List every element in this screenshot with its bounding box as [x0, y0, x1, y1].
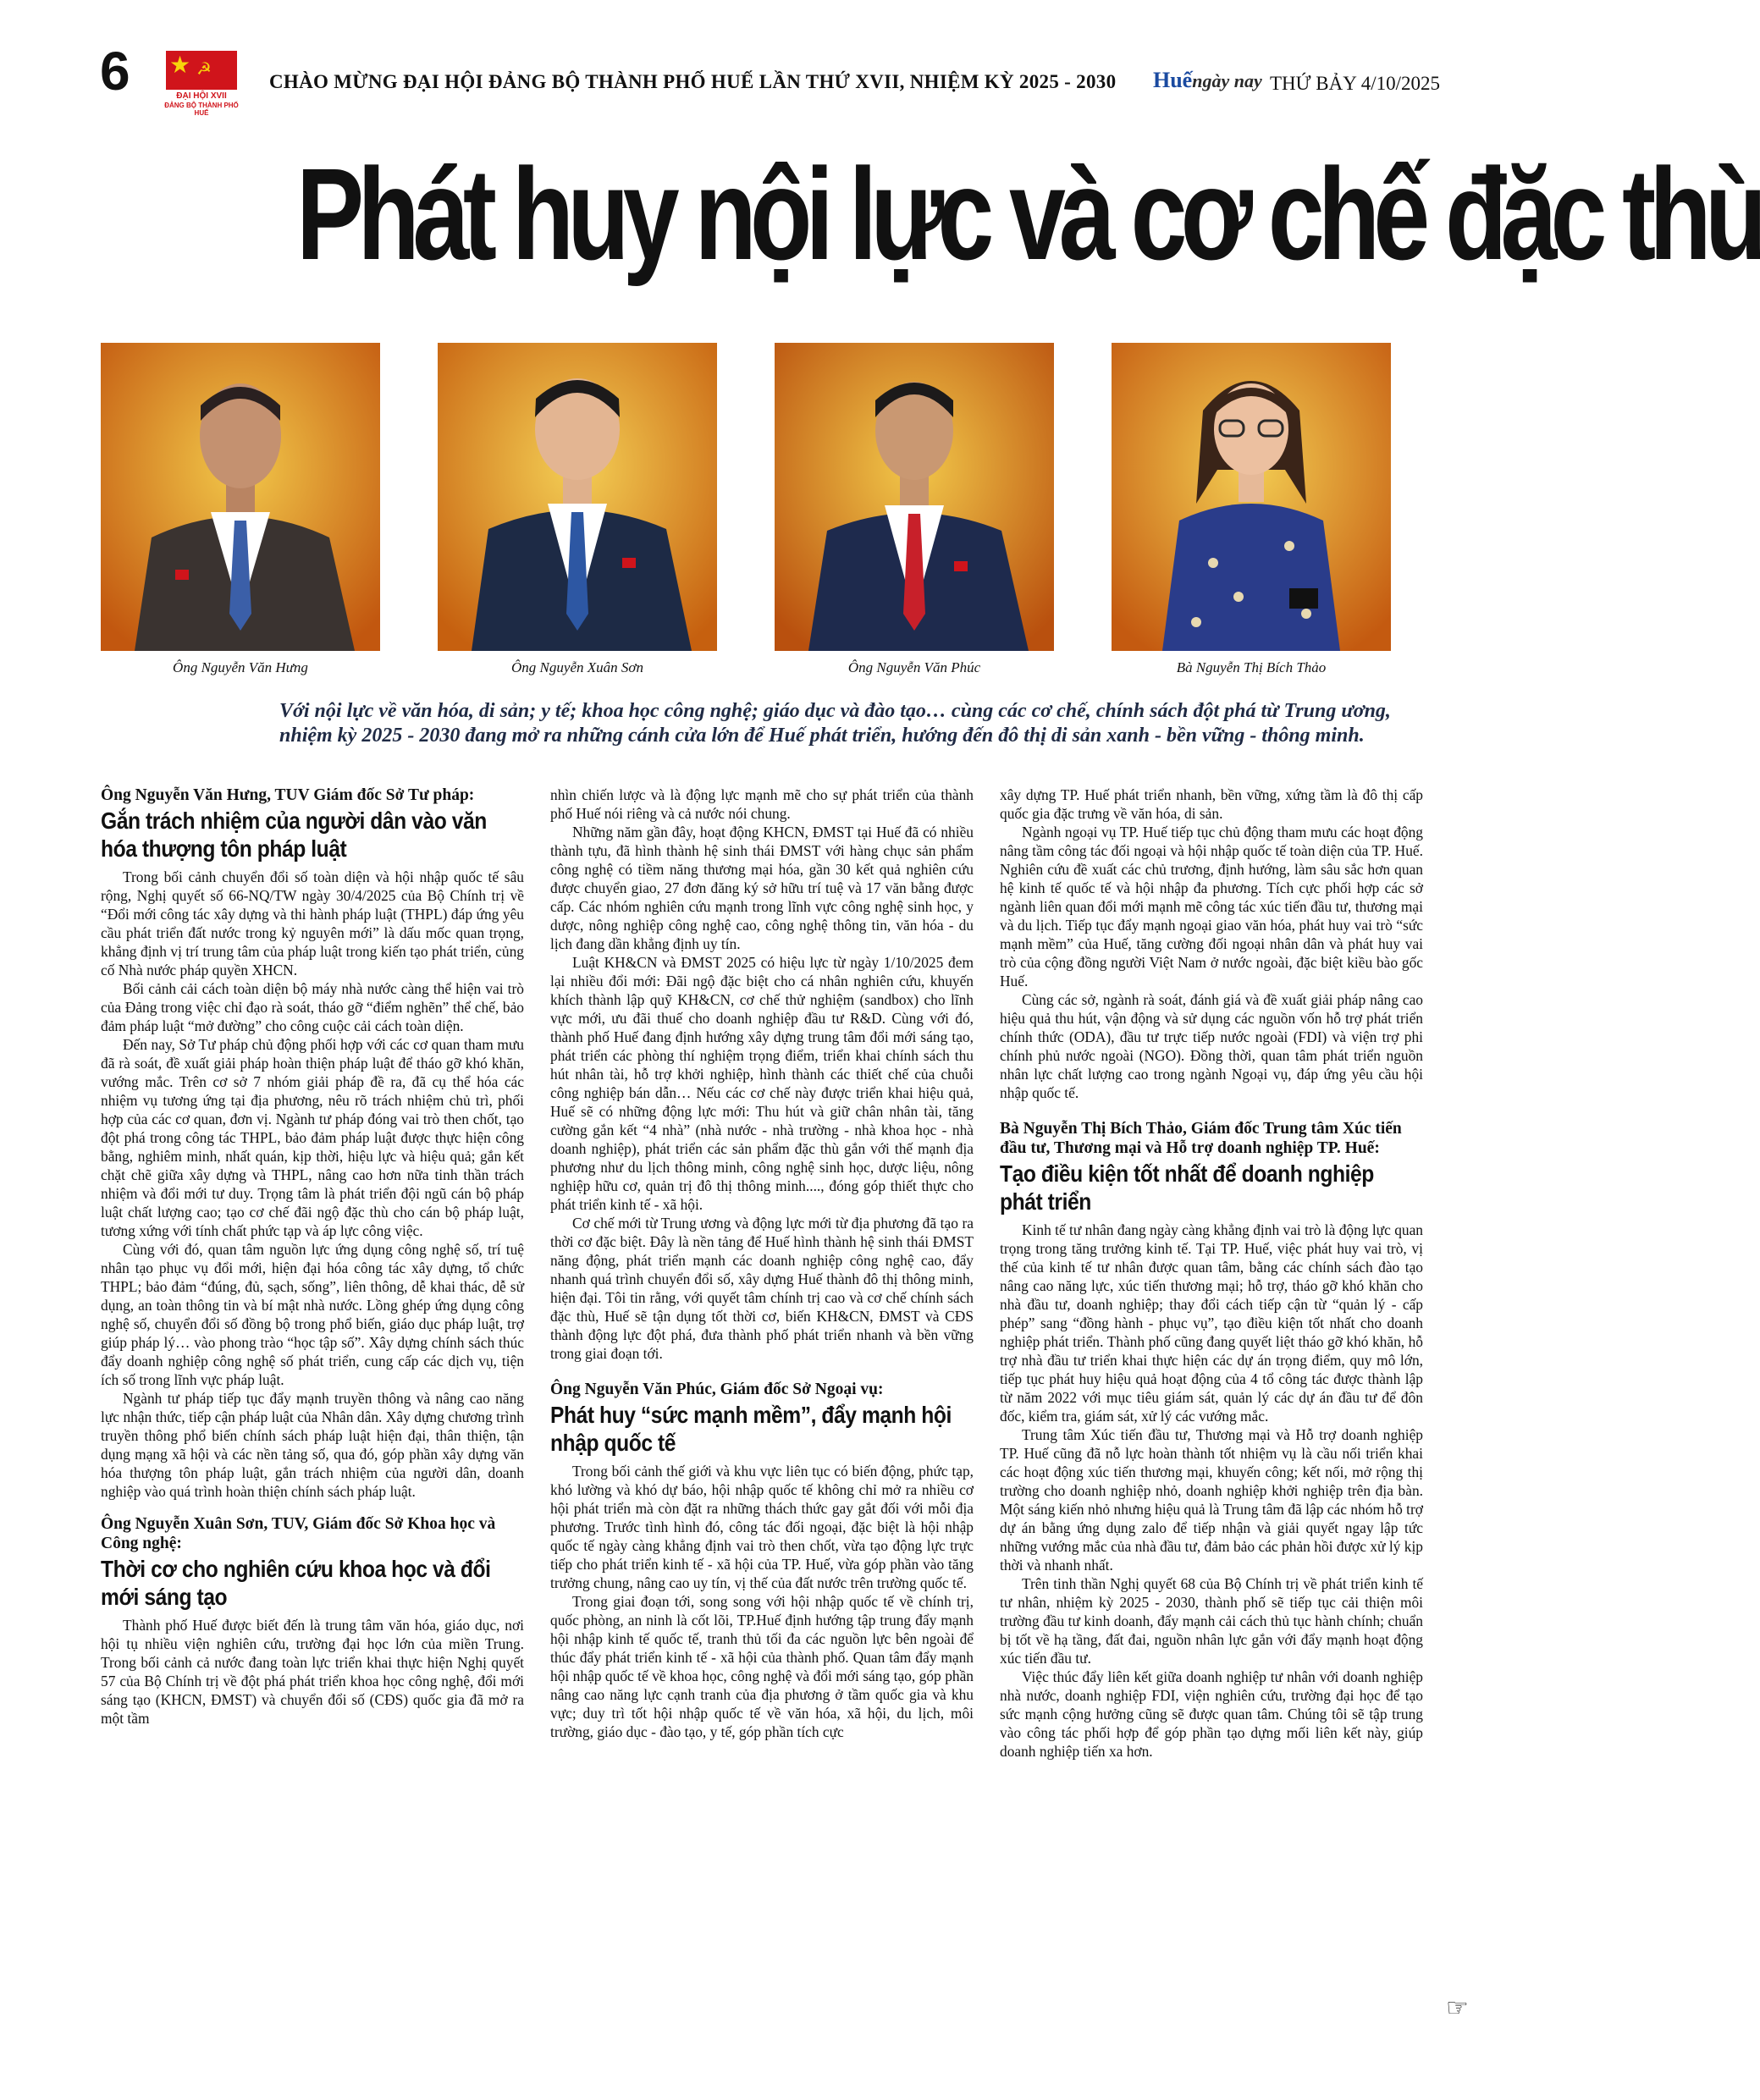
paragraph: Trung tâm Xúc tiến đầu tư, Thương mại và Hỗ trợ doanh nghiệp TP. Huế cũng đã nỗ lực hoàn thành tốt nhiệm vụ là cầu nối triển khai các hoạt động xúc tiến thương mại, khuyến công; kết nối, mở rộng thị trường cho doanh nghiệp nhỏ, doanh nghiệp khởi nghiệp trên địa bàn. Một sáng kiến nhỏ nhưng hiệu quả là Trung tâm đã lập các nhóm hỗ trợ dự án bằng ứng dụng zalo để tiếp nhận và giải quyết ngay lập tức những vướng mắc của nhà đầu tư, đảm bảo các phản hồi được xử lý kịp thời và nhanh nhất.	[1000, 1426, 1423, 1574]
section-title: CHÀO MỪNG ĐẠI HỘI ĐẢNG BỘ THÀNH PHỐ HUẾ LẦN THỨ XVII, NHIỆM KỲ 2025 - 2030	[269, 71, 1117, 92]
paragraph: nhìn chiến lược và là động lực mạnh mẽ cho sự phát triển của thành phố Huế nói riêng và cả nước nói chung.	[550, 786, 974, 822]
column-2	[550, 785, 974, 1741]
portrait-caption-4: Bà Nguyễn Thị Bích Thảo	[1176, 659, 1327, 675]
logo-text-top: ĐẠI HỘI XVII	[176, 91, 227, 101]
page-number: 6	[100, 41, 130, 102]
portrait-caption-2: Ông Nguyễn Xuân Sơn	[511, 659, 643, 675]
paragraph: Trên tinh thần Nghị quyết 68 của Bộ Chính trị về phát triển kinh tế tư nhân, nhiệm kỳ 2025 - 2030, thành phố sẽ tiếp tục cải thiện môi trường đầu tư kinh doanh, đẩy mạnh cải cách thủ tục hành chính; chuẩn bị tốt về hạ tầng, đất đai, nguồn nhân lực gắn với đẩy mạnh hoạt động xúc tiến đầu tư.	[1000, 1575, 1423, 1667]
byline-thao: Bà Nguyễn Thị Bích Thảo, Giám đốc Trung tâm Xúc tiến đầu tư, Thương mại và Hỗ trợ doanh nghiệp TP. Huế:	[1000, 1120, 1402, 1157]
paragraph: Việc thúc đẩy liên kết giữa doanh nghiệp tư nhân với doanh nghiệp nhà nước, doanh nghiệp FDI, viện nghiên cứu, trường đại học để tạo sức mạnh cộng hưởng cũng sẽ được quan tâm. Chúng tôi sẽ tập trung vào công tác phối hợp để góp phần tạo dựng mối liên kết này, giúp doanh nghiệp tiến xa hơn.	[1000, 1668, 1423, 1760]
paragraph: Cơ chế mới từ Trung ương và động lực mới từ địa phương đã tạo ra thời cơ đặc biệt. Đây là nền tảng để Huế hình thành hệ sinh thái ĐMST năng động, phát triển mạnh các doanh nghiệp công nghệ cao, đẩy nhanh quá trình chuyển đổi số, xây dựng Huế thành đô thị thông minh, hiện đại. Tôi tin rằng, với quyết tâm chính trị cao và cơ chế chính sách đặc thù, Huế sẽ tận dụng tốt thời cơ, biến KH&CN, ĐMST và CĐS thành động lực đột phá, đưa thành phố phát triển nhanh và bền vững trong giai đoạn tới.	[550, 1215, 974, 1362]
paragraph: Trong bối cảnh chuyển đổi số toàn diện và hội nhập quốc tế sâu rộng, Nghị quyết số 66-NQ/TW ngày 30/4/2025 của Bộ Chính trị về “Đổi mới công tác xây dựng và thi hành pháp luật (THPL) đáp ứng yêu cầu phát triển đất nước trong kỷ nguyên mới” là dấu mốc quan trọng, khẳng định vị trí trung tâm của pháp luật trong kiến tạo phát triển, củng cố Nhà nước pháp quyền XHCN.	[101, 868, 524, 978]
page-header	[0, 0, 1526, 117]
portrait-caption-1: Ông Nguyễn Văn Hưng	[173, 659, 308, 675]
column-3	[1000, 785, 1423, 1761]
paragraph: Đến nay, Sở Tư pháp chủ động phối hợp với các cơ quan tham mưu đã rà soát, đề xuất giải pháp hoàn thiện pháp luật để tháo gỡ khó khăn, vướng mắc. Trên cơ sở 7 nhóm giải pháp đề ra, đã cụ thể hóa các nhiệm vụ tương ứng tại địa phương, nêu rõ trách nhiệm chủ trì, phối hợp của các cơ quan, đơn vị. Ngành tư pháp đóng vai trò then chốt, tạo đột phá trong công tác THPL, bảo đảm pháp luật được thực hiện công bằng, nghiêm minh, nhất quán, kịp thời, hiệu lực và hiệu quả; gắn kết chặt chẽ giữa xây dựng và THPL, nâng cao hơn nữa tinh thần trách nhiệm và đổi mới tư duy. Trọng tâm là phát triển đội ngũ cán bộ pháp luật chất lượng cao; tạo cơ chế đãi ngộ đặc thù cho cán bộ pháp luật, tương xứng với tính chất phức tạp và áp lực công việc.	[101, 1036, 524, 1239]
column-1	[101, 785, 524, 1728]
paragraph: Ngành tư pháp tiếp tục đẩy mạnh truyền thông và nâng cao năng lực nhận thức, tiếp cận pháp luật của Nhân dân. Xây dựng chương trình truyền thông phổ biến chính sách pháp luật hiện đại, thân thiện, tận dụng mạng xã hội và các nền tảng số, qua đó, góp phần xây dựng văn hóa thượng tôn pháp luật, gắn trách nhiệm của người dân, doanh nghiệp vào quá trình hoàn thiện chính sách pháp luật.	[101, 1390, 524, 1500]
paragraph: Ngành ngoại vụ TP. Huế tiếp tục chủ động tham mưu các hoạt động nâng tầm công tác đối ngoại và hội nhập quốc tế toàn diện của TP. Huế. Nghiên cứu đề xuất các chủ trương, định hướng, làm sâu sắc hơn quan hệ kinh tế quốc tế và hội nhập đa phương. Tích cực phối hợp các sở ngành liên quan đổi mới mạnh mẽ công tác xúc tiến đầu tư, thương mại và du lịch. Tiếp tục đẩy mạnh ngoại giao văn hóa, phát huy vai trò “sức mạnh mềm” của Huế, tăng cường đối ngoại nhân dân và phát huy vai trò của cộng đồng người Việt Nam ở nước ngoài, đặc biệt kiều bào gốc Huế.	[1000, 824, 1423, 989]
newspaper-logo	[1153, 68, 1262, 93]
paragraph: xây dựng TP. Huế phát triển nhanh, bền vững, xứng tầm là đô thị cấp quốc gia đặc trưng về văn hóa, di sản.	[1000, 786, 1423, 822]
byline-phuc: Ông Nguyễn Văn Phúc, Giám đốc Sở Ngoại vụ:	[550, 1381, 884, 1398]
paragraph: Trong giai đoạn tới, song song với hội nhập quốc tế về chính trị, quốc phòng, an ninh là cốt lõi, TP.Huế định hướng tập trung đẩy mạnh hội nhập kinh tế quốc tế, tranh thủ tối đa các nguồn lực bên ngoài để thúc đẩy phát triển kinh tế - xã hội của thành phố. Quan tâm đẩy mạnh hội nhập quốc tế về khoa học, công nghệ và đổi mới sáng tạo, góp phần nâng cao năng lực cạnh tranh của địa phương ở tầm quốc gia và khu vực; duy trì tốt hội nhập quốc tế về văn hóa, xã hội, du lịch, môi trường, giáo dục - đào tạo, y tế, góp phần tích cực	[550, 1593, 974, 1740]
byline-hung: Ông Nguyễn Văn Hưng, TUV Giám đốc Sở Tư pháp:	[101, 786, 475, 804]
subhead-hung: Gắn trách nhiệm của người dân vào văn hóa thượng tôn pháp luật	[101, 807, 487, 862]
byline-son: Ông Nguyễn Xuân Sơn, TUV, Giám đốc Sở Khoa học và Công nghệ:	[101, 1515, 496, 1552]
subhead-phuc: Phát huy “sức mạnh mềm”, đẩy mạnh hội nhập quốc tế	[550, 1402, 952, 1456]
star-icon: ★	[169, 52, 191, 79]
paragraph: Trong bối cảnh thế giới và khu vực liên tục có biến động, phức tạp, khó lường và khó dự báo, hội nhập quốc tế không chỉ mở ra nhiều cơ hội phát triển mà còn đặt ra những thách thức gay gắt đối với mỗi địa phương. Trước tình hình đó, công tác đối ngoại, đặc biệt là hội nhập quốc tế ngày càng khẳng định vai trò then chốt, vừa tạo động lực trực tiếp cho phát triển kinh tế - xã hội của TP. Huế, vừa góp phần vào tăng trưởng chung, nâng cao uy tín, vị thế của đất nước trên trường quốc tế.	[550, 1463, 974, 1591]
congress-logo	[159, 51, 244, 117]
portrait-3	[775, 343, 1054, 651]
paragraph: Cùng với đó, quan tâm nguồn lực ứng dụng công nghệ số, trí tuệ nhân tạo phục vụ đổi mới, hiện đại hóa công tác xây dựng, tổ chức THPL; bảo đảm “đúng, đủ, sạch, sống”, liên thông, dễ khai thác, dễ sử dụng, an toàn thông tin và bí mật nhà nước. Lồng ghép ứng dụng công nghệ số, chuyển đổi số đồng bộ trong phổ biến, giáo dục pháp luật, trợ giúp pháp lý… vào phong trào “học tập số”. Xây dựng chính sách thúc đẩy doanh nghiệp công nghệ số phát triển, cung cấp các dịch vụ, tiện ích số trong lĩnh vực pháp luật.	[101, 1241, 524, 1388]
portrait-4	[1112, 343, 1391, 651]
subhead-son: Thời cơ cho nghiên cứu khoa học và đổi mới sáng tạo	[101, 1556, 491, 1610]
portrait-caption-3: Ông Nguyễn Văn Phúc	[847, 659, 981, 675]
paragraph: Bối cảnh cải cách toàn diện bộ máy nhà nước càng thể hiện vai trò của Đảng trong việc chỉ đạo rà soát, tháo gỡ “điểm nghẽn” thể chế, bảo đảm pháp luật “mở đường” cho công cuộc cải cách toàn diện.	[101, 980, 524, 1034]
subhead-thao: Tạo điều kiện tốt nhất để doanh nghiệp phát triển	[1000, 1160, 1374, 1215]
portrait-1	[101, 343, 380, 651]
paragraph: Thành phố Huế được biết đến là trung tâm văn hóa, giáo dục, nơi hội tụ nhiều viện nghiên cứu, trường đại học lớn của miền Trung. Trong bối cảnh cả nước đang toàn lực triển khai thực hiện Nghị quyết 57 của Bộ Chính trị về đột phá phát triển khoa học công nghệ, đổi mới sáng tạo (KHCN, ĐMST) và chuyển đổi số (CĐS) quốc gia đã mở ra một tầm	[101, 1617, 524, 1727]
hammer-sickle-icon: ☭	[196, 60, 212, 79]
paragraph: Những năm gần đây, hoạt động KHCN, ĐMST tại Huế đã có nhiều thành tựu, đã hình thành hệ sinh thái ĐMST với hàng chục sản phẩm công nghệ có tiềm năng thương mại hóa, gần 30 kết quả nghiên cứu được chuyển giao, 27 đơn đăng ký sở hữu trí tuệ và 17 văn bằng được cấp. Các nhóm nghiên cứu mạnh trong lĩnh vực công nghệ sinh học, y dược, nông nghiệp công nghệ cao, công nghệ thông tin, văn hóa - du lịch đang dần khẳng định uy tín.	[550, 824, 974, 952]
portrait-2	[438, 343, 717, 651]
lead-paragraph: Với nội lực về văn hóa, di sản; y tế; khoa học công nghệ; giáo dục và đào tạo… cùng các cơ chế, chính sách đột phá từ Trung ương, nhiệm kỳ 2025 - 2030 đang mở ra những cánh cửa lớn để Huế phát triển, hướng đến đô thị di sản xanh - bền vững - thông minh.	[279, 700, 1391, 747]
main-headline: Phát huy nội lực và cơ chế đặc thù	[296, 141, 1760, 287]
pointing-hand-icon: ☞	[1446, 1994, 1469, 2022]
paragraph: Cùng các sở, ngành rà soát, đánh giá và đề xuất giải pháp nâng cao hiệu quả thu hút, vận động và sử dụng các nguồn vốn hỗ trợ phát triển chính thức (ODA), đầu tư trực tiếp nước ngoài (FDI) và viện trợ phi chính phủ nước ngoài (NGO). Đồng thời, quan tâm phát triển nguồn nhân lực chất lượng cao trong ngành Ngoại vụ, đáp ứng yêu cầu hội nhập quốc tế.	[1000, 991, 1423, 1101]
paper-name-2: ngày nay	[1192, 70, 1262, 91]
logo-text-bottom: ĐẢNG BỘ THÀNH PHỐ HUẾ	[164, 102, 239, 117]
issue-date: THỨ BẢY 4/10/2025	[1270, 73, 1440, 94]
paper-name-1: Huế	[1153, 68, 1193, 92]
paragraph: Kinh tế tư nhân đang ngày càng khẳng định vai trò là động lực quan trọng trong tăng trưởng kinh tế. Tại TP. Huế, việc phát huy vai trò, vị thế của kinh tế tư nhân được quan tâm, bằng các chính sách đào tạo nâng cao năng lực, xúc tiến thương mại; hỗ trợ, tháo gỡ khó khăn cho nhà đầu tư, doanh nghiệp; thay đổi cách tiếp cận từ “quản lý - cấp phép” sang “đồng hành - phục vụ”, tạo điều kiện tốt nhất cho doanh nghiệp phát triển. Thành phố cũng đang quyết liệt tháo gỡ khó khăn, hỗ trợ nhà đầu tư triển khai thực hiện các dự án trọng điểm, quy mô lớn, tiếp tục phát huy hiệu quả hoạt động của 4 tổ công tác được thành lập từ năm 2022 với mục tiêu giám sát, quản lý các dự án đầu tư để đôn đốc, kiểm tra, giám sát, xử lý các vướng mắc.	[1000, 1221, 1423, 1425]
paragraph: Luật KH&CN và ĐMST 2025 có hiệu lực từ ngày 1/10/2025 đem lại nhiều đổi mới: Đãi ngộ đặc biệt cho cá nhân nghiên cứu, khuyến khích thành lập quỹ KH&CN, cơ chế thử nghiệm (sandbox) cho lĩnh vực mới, ưu đãi thuế cho doanh nghiệp đầu tư R&D. Cùng với đó, thành phố Huế đang định hướng xây dựng trung tâm đổi mới sáng tạo, phát triển các phòng thí nghiệm trọng điểm, triển khai chính sách thu hút nhân tài, hỗ trợ khởi nghiệp, hình thành các thiết chế của chuỗi công nghiệp bán dẫn… Nếu các cơ chế này được triển khai hiệu quả, Huế sẽ có những động lực mới: Thu hút và giữ chân nhân tài, tăng cường gắn kết “4 nhà” (nhà nước - nhà trường - nhà khoa học - nhà doanh nghiệp), phát triển các sản phẩm đặc thù gắn với thế mạnh địa phương như du lịch thông minh, công nghệ sinh học, dược liệu, nông nghiệp hữu cơ, quản trị đô thị thông minh...., đóng góp thiết thực cho phát triển kinh tế - xã hội.	[550, 954, 974, 1213]
